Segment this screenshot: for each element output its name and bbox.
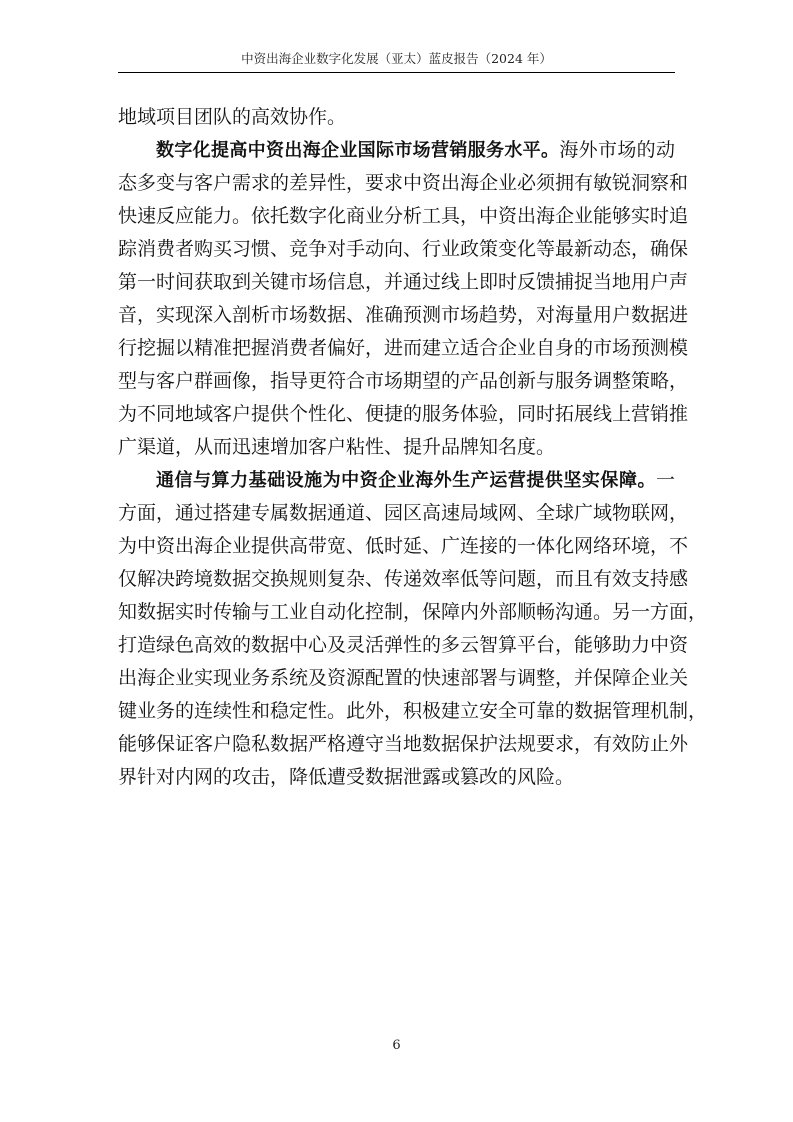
paragraph-3-line-8: 键业务的连续性和稳定性。此外，积极建立安全可靠的数据管理机制，	[118, 700, 708, 722]
paragraph-2-lead: 数字化提高中资出海企业国际市场营销服务水平。	[156, 140, 560, 161]
paragraph-3-line-10: 界针对内网的攻击，降低遭受数据泄露或篡改的风险。	[118, 766, 575, 788]
paragraph-3-line-6: 打造绿色高效的数据中心及灵活弹性的多云智算平台，能够助力中资	[118, 634, 689, 656]
paragraph-2-line-5: 第一时间获取到关键市场信息，并通过线上即时反馈捕捉当地用户声	[118, 271, 689, 293]
paragraph-2-line-6: 音，实现深入剖析市场数据、准确预测市场趋势，对海量用户数据进	[118, 304, 689, 326]
paragraph-2-line-2: 态多变与客户需求的差异性，要求中资出海企业必须拥有敏锐洞察和	[118, 172, 689, 194]
paragraph-2-line-10: 广渠道，从而迅速增加客户粘性、提升品牌知名度。	[118, 436, 556, 458]
paragraph-2-line-9: 为不同地域客户提供个性化、便捷的服务体验，同时拓展线上营销推	[118, 403, 689, 425]
paragraph-3-line-2: 方面，通过搭建专属数据通道、园区高速局域网、全球广域物联网，	[118, 502, 689, 524]
running-header: 中资出海企业数字化发展（亚太）蓝皮报告（2024 年）	[241, 51, 552, 66]
paragraph-3-line-7: 出海企业实现业务系统及资源配置的快速部署与调整，并保障企业关	[118, 667, 689, 689]
paragraph-3-line-4: 仅解决跨境数据交换规则复杂、传递效率低等问题，而且有效支持感	[118, 568, 689, 590]
page-number: 6	[392, 1038, 401, 1053]
paragraph-2-line-1	[118, 134, 675, 167]
paragraph-3-line-5: 知数据实时传输与工业自动化控制，保障内外部顺畅沟通。另一方面，	[118, 601, 708, 623]
document-body	[118, 101, 708, 794]
paragraph-1-line-1: 地域项目团队的高效协作。	[118, 106, 347, 128]
paragraph-2-line-8: 型与客户群画像，指导更符合市场期望的产品创新与服务调整策略，	[118, 370, 689, 392]
paragraph-3-line-1	[118, 464, 675, 497]
paragraph-2-line-1-text: 海外市场的动	[559, 139, 675, 161]
paragraph-2-line-3: 快速反应能力。依托数字化商业分析工具，中资出海企业能够实时追	[118, 205, 689, 227]
paragraph-3-lead: 通信与算力基础设施为中资企业海外生产运营提供坚实保障。	[156, 470, 656, 491]
paragraph-3-line-9: 能够保证客户隐私数据严格遵守当地数据保护法规要求，有效防止外	[118, 733, 689, 755]
header-rule	[118, 72, 675, 73]
paragraph-3-line-1-text: 一	[655, 469, 675, 491]
paragraph-2-line-4: 踪消费者购买习惯、竞争对手动向、行业政策变化等最新动态，确保	[118, 238, 689, 260]
paragraph-3-line-3: 为中资出海企业提供高带宽、低时延、广连接的一体化网络环境，不	[118, 535, 689, 557]
paragraph-2-line-7: 行挖掘以精准把握消费者偏好，进而建立适合企业自身的市场预测模	[118, 337, 689, 359]
